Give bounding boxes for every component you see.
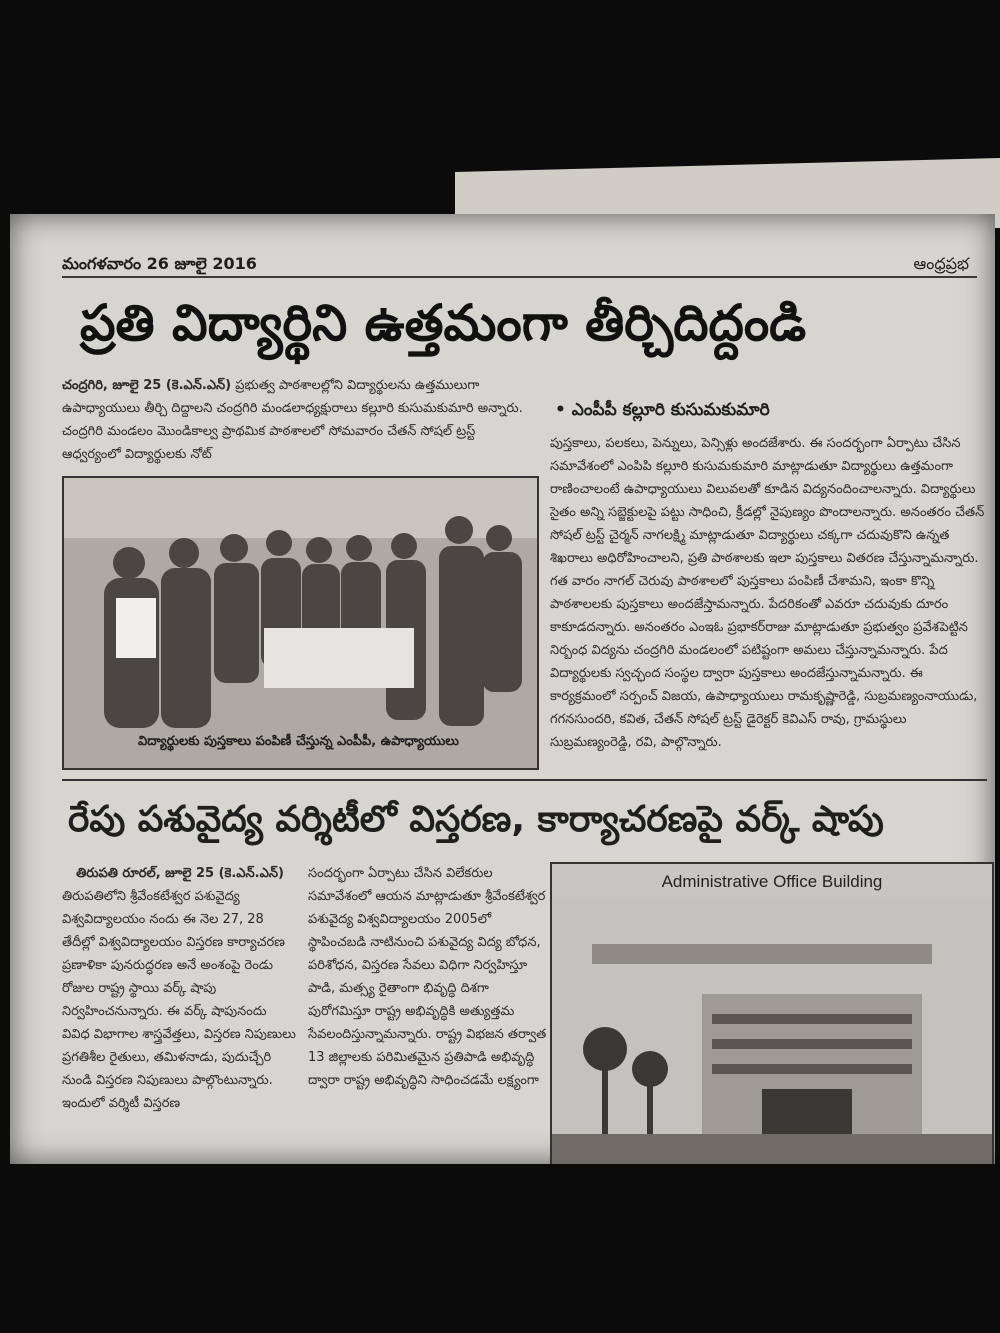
story1-body-column: పుస్తకాలు, పలకలు, పెన్నులు, పెన్సిళ్లు అందజేశారు. ఈ సందర్భంగా ఏర్పాటు చేసిన సమావేశంలో ఎంపిపి కల్లూరి కుసుమకుమారి మాట్లాడుతూ విద్యార్థులు ఉత్తమంగా రాణించాలంటే ఉపాధ్యాయులు విలువలతో కూడిన విద్యనందించాలన్నారు. విద్యార్థులు సైతం అన్ని సబ్జెక్టులపై పట్టు సాధించి, క్రీడల్లో నైపుణ్యం పొందాలన్నారు. అనంతరం చేతన్ సోషల్ ట్రస్ట్ చైర్మన్ నాగలక్ష్మి మాట్లాడుతూ విద్యార్థులు చక్కగా చదువుకొని ఉన్నత శిఖరాలు అధిరోహించాలని, ప్రతి పాఠశాలకు ఇలా పుస్తకాలు వితరణ చేస్తున్నామన్నారు. గత వారం నాగల్ చెరువు పాఠశాలలో పుస్తకాలు పంపిణీ చేశామని, ఇంకా కొన్ని పాఠశాలలకు పుస్తకాలు అందజేస్తామన్నారు. పేదరికంతో ఎవరూ చదువుకు దూరం కాకూడదన్నారు. అనంతరం ఎంఇఓ ప్రభాకర్‌రాజు మాట్లాడుతూ ప్రభుత్వం ప్రవేశపెట్టిన నిర్బంధ విద్యను చంద్రగిరి మండలంలో పటిష్టంగా అమలు చేస్తున్నామన్నారు. పేద విద్యార్థులకు స్వచ్ఛంద సంస్థల ద్వారా పుస్తకాలు అందజేస్తున్నామన్నారు. ఈ కార్యక్రమంలో సర్పంచ్ విజయ, ఉపాధ్యాయులు రామకృష్ణారెడ్డి, సుబ్రమణ్యంనాయుడు, గగనసుందరి, కవిత, చేతన్ సోషల్ ట్రస్ట్ డైరెక్టర్ కెవిఎస్ రావు, గ్రామస్థులు సుబ్రమణ్యంరెడ్డి, రవి, పాల్గొన్నారు. <box>550 436 985 750</box>
story1-subhead: • ఎంపీపీ కల్లూరి కుసుమకుమారి <box>555 400 770 420</box>
story1-lead-column <box>62 374 532 466</box>
story1-photo-caption: విద్యార్థులకు పుస్తకాలు పంపిణీ చేస్తున్న ఎంపీపీ, ఉపాధ్యాయులు <box>138 734 459 749</box>
section-divider <box>62 779 987 781</box>
administrative-building-image <box>552 864 992 1164</box>
story1-headline: ప్రతి విద్యార్థిని ఉత్తమంగా తీర్చిదిద్దండి <box>80 294 807 352</box>
story2-photo-title: Administrative Office Building <box>661 872 883 891</box>
story1-dateline: చంద్రగిరి, జూలై 25 (కె.ఎన్.ఎన్) <box>62 378 232 393</box>
story2-photo <box>550 862 994 1164</box>
date-bar <box>62 254 977 278</box>
story2-dateline: తిరుపతి రూరల్, జూలై 25 (కె.ఎన్.ఎన్) <box>76 866 284 881</box>
story1-lead: ప్రభుత్వ పాఠశాలల్లోని విద్యార్థులను ఉత్తములుగా ఉపాధ్యాయులు తీర్చి దిద్దాలని చంద్రగిరి మండలాధ్యక్షురాలు కల్లూరి కుసుమకుమారి అన్నారు. చంద్రగిరి మండలం మొండికాల్వ ప్రాథమిక పాఠశాలలో సోమవారం చేతన్ సోషల్ ట్రస్ట్ ఆధ్వర్యంలో విద్యార్థులకు నోట్ <box>62 378 523 462</box>
story2-column-2: సందర్భంగా ఏర్పాటు చేసిన విలేకరుల సమావేశంలో ఆయన మాట్లాడుతూ శ్రీవేంకటేశ్వర పశువైద్య విశ్వవిద్యాలయం 2005లో స్థాపించబడి నాటినుంచి పశువైద్య విద్య బోధన, పరిశోధన, విస్తరణ సేవలు విధిగా నిర్వహిస్తూ పాడి, మత్స్య రైతాంగా భివృద్ధి దిశగా పురోగమిస్తూ రాష్ట్ర అభివృద్ధికి అత్యుత్తమ సేవలందిస్తున్నామన్నారు. రాష్ట్ర విభజన తర్వాత 13 జిల్లాలకు పరిమితమైన ప్రతిపాడి అభివృద్ధి ద్వారా రాష్ట్ర అభివృద్ధిని సాధించడమే లక్ష్యంగా <box>308 866 547 1088</box>
story2-column-1-text: తిరుపతిలోని శ్రీవేంకటేశ్వర పశువైద్య విశ్వవిద్యాలయం నందు ఈ నెల 27, 28 తేదీల్లో విశ్వవిద్యాలయం విస్తరణ కార్యాచరణ ప్రణాళికా పునరుద్ధరణ అనే అంశంపై రెండు రోజుల రాష్ట్ర స్థాయి వర్క్ షాపు నిర్వహించనున్నారు. ఈ వర్క్ షాపునందు వివిధ విభాగాల శాస్త్రవేత్తలు, విస్తరణ నిపుణులు ప్రగతిశీల రైతులు, తమిళనాడు, పుదుచ్చేరి నుండి విస్తరణ నిపుణులు పాల్గొంటున్నారు. ఇందులో వర్శిటీ విస్తరణ <box>62 889 296 1111</box>
story2-column-1 <box>62 862 298 1115</box>
issue-date: మంగళవారం 26 జూలై 2016 <box>62 254 257 273</box>
story1-photo <box>62 476 539 770</box>
newspaper-clipping <box>10 214 995 1164</box>
group-photo-image <box>64 478 537 768</box>
story2-headline: రేపు పశువైద్య వర్శిటీలో విస్తరణ, కార్యాచరణపై వర్క్ షాపు <box>68 799 884 840</box>
masthead: ఆంధ్రప్రభ <box>913 254 969 273</box>
